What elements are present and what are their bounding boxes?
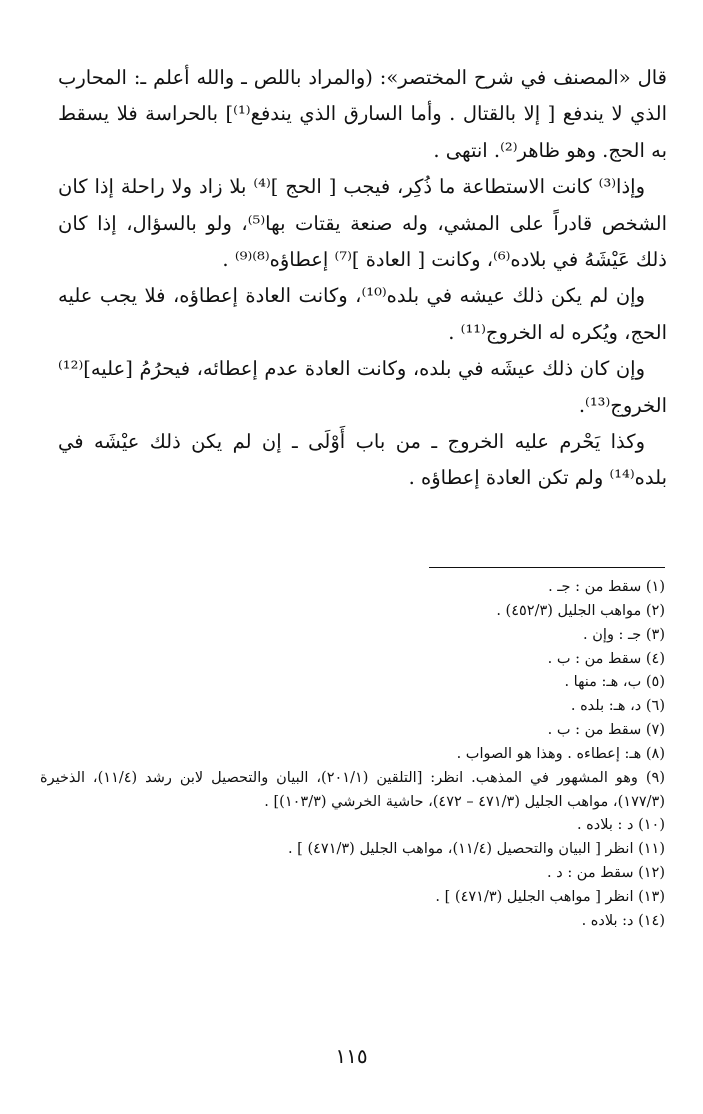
- footnotes: [40, 576, 665, 934]
- footnote-3: (٣) جـ : وإن .: [583, 626, 665, 643]
- paragraph-4: وإن كان ذلك عيشَه في بلده، وكانت العادة عدم إعطائه، فيحرُمُ [عليه]⁽¹²⁾ الخروج⁽¹³⁾.: [58, 357, 667, 417]
- footnote-4: (٤) سقط من : ب .: [547, 650, 665, 667]
- footnote-2: (٢) مواهب الجليل (٤٥٢/٣) .: [496, 602, 665, 619]
- footnote-separator: [429, 567, 665, 568]
- footnote-10: (١٠) د : بلاده .: [576, 817, 665, 834]
- paragraph-5: وكذا يَحْرم عليه الخروج ـ من باب أَوْلَى ـ إن لم يكن ذلك عيْشَه في بلده⁽¹⁴⁾ ولم تكن العادة إعطاؤه .: [58, 430, 667, 490]
- footnote-12: (١٢) سقط من : د .: [547, 865, 665, 882]
- paragraph-3: وإن لم يكن ذلك عيشه في بلده⁽¹⁰⁾، وكانت العادة إعطاؤه، فلا يجب عليه الحج، ويُكره له الخروج⁽¹¹⁾ .: [58, 284, 667, 344]
- footnote-14: (١٤) د: بلاده .: [581, 912, 665, 929]
- footnote-8: (٨) هـ: إعطاءه . وهذا هو الصواب .: [456, 745, 665, 762]
- footnote-11: (١١) انظر [ البيان والتحصيل (١١/٤)، مواهب الجليل (٤٧١/٣) ] .: [287, 841, 665, 858]
- footnote-5: (٥) ب، هـ: منها .: [564, 674, 665, 691]
- paragraph-1: قال «المصنف في شرح المختصر»: (والمراد باللص ـ والله أعلم ـ: المحارب الذي لا يندفع [ إلا بالقتال . وأما السارق الذي يندفع⁽¹⁾] بالحراسة فلا يسقط به الحج. وهو ظاهر⁽²⁾. انتهى .: [58, 66, 667, 162]
- paragraph-2: وإذا⁽³⁾ كانت الاستطاعة ما ذُكِر، فيجب [ الحج ]⁽⁴⁾ بلا زاد ولا راحلة إذا كان الشخص قادراً على المشي، وله صنعة يقتات بها⁽⁵⁾، ولو بالسؤال، إذا كان ذلك عَيْشَهُ في بلاده⁽⁶⁾، وكانت [ العادة ]⁽⁷⁾ إعطاؤه⁽⁸⁾⁽⁹⁾ .: [58, 175, 667, 272]
- footnote-7: (٧) سقط من : ب .: [547, 722, 665, 739]
- footnote-13: (١٣) انظر [ مواهب الجليل (٤٧١/٣) ] .: [435, 888, 665, 905]
- footnote-9: (٩) وهو المشهور في المذهب. انظر: [التلقين (٢٠١/١)، البيان والتحصيل لابن رشد (١١/٤)، الذخيرة (١٧٧/٣)، مواهب الجليل (٤٧١/٣ – ٤٧٢)، حاشية الخرشي (١٠٣/٣)] .: [40, 769, 665, 810]
- footnote-1: (١) سقط من : جـ .: [548, 579, 665, 595]
- page-number: ١١٥: [335, 1044, 368, 1068]
- footnote-6: (٦) د، هـ: بلده .: [570, 698, 665, 715]
- main-text: [58, 60, 667, 497]
